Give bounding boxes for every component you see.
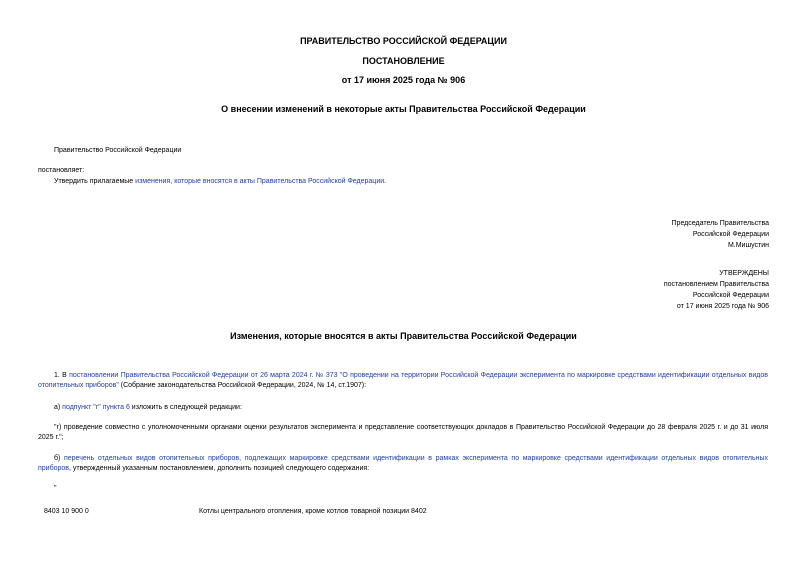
signature-position: Председатель Правительства	[671, 220, 769, 227]
table-row-code: 8403 10 900 0	[44, 508, 89, 515]
approve-prefix: Утвердить прилагаемые	[54, 178, 136, 185]
item-a-suffix: изложить в следующей редакции:	[129, 404, 242, 411]
item-1-paragraph	[38, 371, 768, 391]
item-b-suffix: , утвержденный указанным постановлением, дополнить позицией следующего содержания:	[69, 465, 370, 472]
government-line: Правительство Российской Федерации	[54, 147, 182, 154]
approved-date: от 17 июня 2025 года № 906	[676, 303, 769, 310]
changes-link[interactable]: изменения, которые вносятся в акты Правительства Российской Федерации	[135, 178, 385, 185]
decree-373-link[interactable]: постановлении Правительства Российской Федерации от 26 марта 2024 г. № 373 "О проведении на территории Российской Федерации эксперимента по маркировке средствами идентификации отдельных видов отопительных приборов"	[38, 372, 768, 389]
approved-organization: Российской Федерации	[692, 292, 769, 299]
table-row-description: Котлы центрального отопления, кроме котлов товарной позиции 8402	[199, 508, 427, 515]
item-g-paragraph: "г) проведение совместно с уполномоченными органами оценки результатов эксперимента и представление соответствующих докладов в Правительство Российской Федерации до 28 февраля 2025 г. и до 31 июля 2025 г.";	[38, 424, 768, 441]
government-heading: ПРАВИТЕЛЬСТВО РОССИЙСКОЙ ФЕДЕРАЦИИ	[300, 36, 507, 46]
decrees-line: постановляет:	[38, 167, 85, 174]
approve-paragraph	[54, 177, 386, 187]
approved-label: УТВЕРЖДЕНЫ	[719, 270, 769, 277]
opening-quote: "	[54, 485, 57, 492]
approved-block	[664, 268, 769, 312]
signature-organization: Российской Федерации	[692, 231, 769, 238]
changes-title: Изменения, которые вносятся в акты Правительства Российской Федерации	[230, 331, 577, 341]
approve-suffix: .	[384, 178, 387, 185]
subparagraph-link[interactable]: подпункт "г" пункта 6	[62, 404, 130, 411]
item-1-suffix: (Собрание законодательства Российской Федерации, 2024, № 14, ст.1907):	[118, 382, 367, 389]
signature-name: М.Мишустин	[727, 242, 769, 249]
document-date-number: от 17 июня 2025 года № 906	[341, 75, 466, 85]
item-b-paragraph	[38, 454, 768, 474]
item-b-prefix: б)	[54, 455, 64, 462]
devices-list-link[interactable]: перечень отдельных видов отопительных приборов, подлежащих маркировке средствами идентификации в рамках эксперимента по маркировке средствами идентификации отдельных видов отопительных приборов	[38, 455, 768, 472]
document-type: ПОСТАНОВЛЕНИЕ	[362, 56, 445, 66]
item-a-paragraph	[54, 403, 242, 413]
approved-by: постановлением Правительства	[663, 281, 769, 288]
document-title: О внесении изменений в некоторые акты Правительства Российской Федерации	[221, 104, 586, 114]
item-a-prefix: а)	[54, 404, 63, 411]
signature-block	[672, 218, 769, 251]
item-1-prefix: 1. В	[54, 372, 70, 379]
